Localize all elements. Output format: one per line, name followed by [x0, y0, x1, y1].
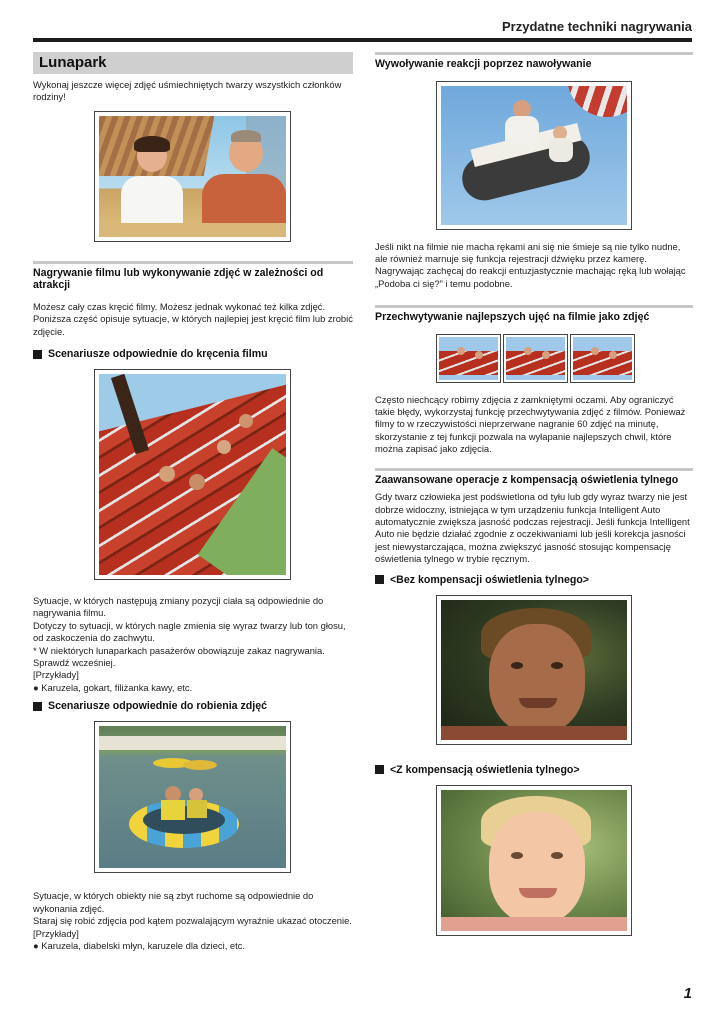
- section-text-capture: Często niechcący robimy zdjęcia z zamkniętymi oczami. Aby ograniczyć takie błędy, wykorzystaj funkcję przechwytywania zdjęć z filmów. Ponieważ filmy to w rzeczywistości nieprzerwane nagranie 60 zdjęć na minutę, skorzystanie z tej funkcji pozwala na wyłapanie najlepszych chwil, które można zapisać jako zdjęcia.: [375, 393, 686, 455]
- capture-thumbnail: [503, 334, 568, 383]
- section-text-calling: Jeśli nikt na filmie nie macha rękami ani się nie śmieje są nie tylko nudne, ale również marnuje się funkcja rejestracji dźwięku przez kamerę. Nagrywając zachęcaj do reakcji entuzjastycznie machając ręką lub wołając „Podoba ci się?” i temu podobne.: [375, 240, 686, 289]
- portrait-without-compensation: [436, 595, 632, 745]
- page-title: Lunapark: [33, 52, 353, 74]
- page-header-title: Przydatne techniki nagrywania: [501, 19, 692, 34]
- square-bullet-icon: [375, 765, 384, 774]
- capture-thumbnail: [570, 334, 635, 383]
- with-compensation-label: <Z kompensacją oświetlenia tylnego>: [390, 763, 580, 776]
- with-compensation-heading: [375, 764, 693, 776]
- without-compensation-label: <Bez kompensacji oświetlenia tylnego>: [390, 573, 589, 586]
- right-column: [375, 52, 693, 936]
- movie-text-line: * W niektórych lunaparkach pasażerów obowiązuje zakaz nagrywania. Sprawdź wcześniej.: [33, 644, 325, 669]
- bumper-boat-photo: [94, 721, 291, 873]
- movie-text-line: Sytuacje, w których następują zmiany pozycji ciała są odpowiednie do nagrywania filmu.: [33, 595, 324, 619]
- intro-text: Wykonaj jeszcze więcej zdjęć uśmiechniętych twarzy wszystkich członków rodziny!: [33, 79, 342, 103]
- spinning-ride-photo: [436, 81, 632, 230]
- square-bullet-icon: [33, 350, 42, 359]
- movie-text-line: [Przykłady]: [33, 669, 79, 681]
- section-text-backlight: Gdy twarz człowieka jest podświetlona od tyłu lub gdy wyraz twarzy nie jest dobrze widoczny, istniejąca w tym urządzeniu funkcja Intelligent Auto automatycznie zwiększa jasność podczas rejestracji. Jeśli funkcja Intelligent Auto nie będzie działać zgodnie z oczekiwaniami lub jeśli korekcja jasności jest niewystarczająca, można zwiększyć jasność stosując kompensację oświetlenia tylnego w trybie ręcznym.: [375, 491, 690, 565]
- section-heading-capture: Przechwytywanie najlepszych ujęć na filmie jako zdjęć: [375, 305, 693, 324]
- left-column: [33, 52, 353, 952]
- family-ride-photo: [94, 111, 291, 242]
- section-heading-backlight: Zaawansowane operacje z kompensacją oświetlenia tylnego: [375, 468, 693, 487]
- square-bullet-icon: [33, 702, 42, 711]
- capture-thumbnail: [436, 334, 501, 383]
- movie-text-line: Dotyczy to sytuacji, w których nagle zmienia się wyraz twarzy lub ton głosu, od zaskoczenia do zachwytu.: [33, 619, 346, 644]
- section-heading-calling: Wywoływanie reakcji poprzez nawoływanie: [375, 52, 693, 71]
- photo-scenarios-label: Scenariusze odpowiednie do robienia zdjęć: [48, 700, 267, 713]
- photo-text-line: Staraj się robić zdjęcia pod kątem pozwalającym wyraźnie ukazać otoczenie.: [33, 915, 352, 927]
- photo-text-line: ● Karuzela, diabelski młyn, karuzele dla dzieci, etc.: [33, 939, 246, 951]
- header-rule: [33, 38, 692, 42]
- photo-text-line: [Przykłady]: [33, 927, 79, 939]
- capture-thumbnails: [436, 334, 693, 383]
- photo-scenarios-heading: [33, 700, 353, 712]
- square-bullet-icon: [375, 575, 384, 584]
- page-number: 1: [683, 985, 692, 1002]
- section-heading-attractions: Nagrywanie filmu lub wykonywanie zdjęć w zależności od atrakcji: [33, 261, 353, 292]
- movie-scenarios-heading: [33, 348, 353, 360]
- photo-text-line: Sytuacje, w których obiekty nie są zbyt ruchome są odpowiednie do wykonania zdjęć.: [33, 890, 314, 914]
- photo-scenarios-text: [33, 890, 353, 952]
- movie-text-line: ● Karuzela, gokart, filiżanka kawy, etc.: [33, 681, 193, 693]
- section-text-attractions: Możesz cały czas kręcić filmy. Możesz jednak wykonać też kilka zdjęć. Poniższa część opisuje sytuacje, w których najlepiej jest kręcić film lub zrobić zdjęcie.: [33, 300, 353, 337]
- without-compensation-heading: [375, 574, 693, 586]
- portrait-with-compensation: [436, 785, 632, 936]
- movie-scenarios-text: [33, 595, 353, 694]
- roller-coaster-photo: [94, 369, 291, 580]
- movie-scenarios-label: Scenariusze odpowiednie do kręcenia filmu: [48, 348, 268, 361]
